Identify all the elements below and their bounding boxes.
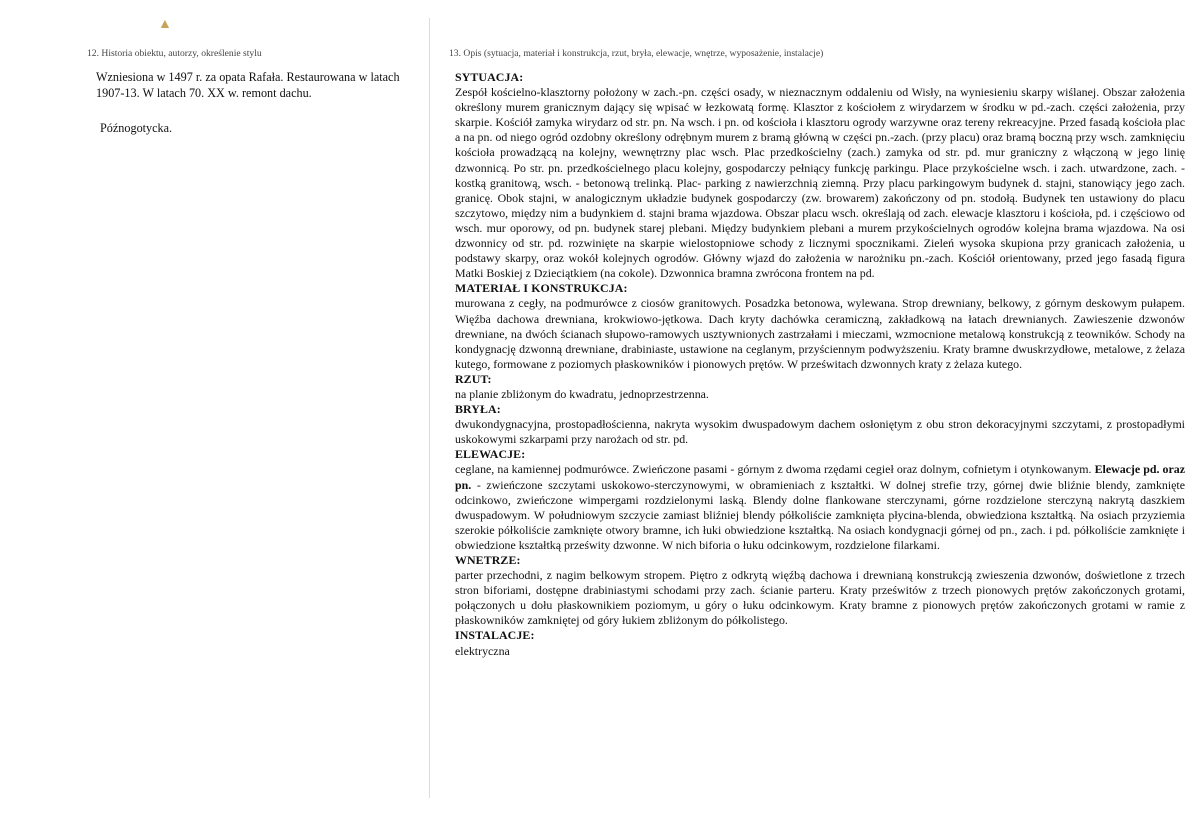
interior-title: WNETRZE: (455, 553, 521, 567)
style-text: Późnogotycka. (100, 121, 173, 135)
elevations-text-b: - zwieńczone szczytami uskokowo-sterczynowymi, w obramieniach z kształtki. W dolnej strefie trzy, górnej dwie bliźnie blendy, zamknięte odcinkowo, zwieńczone wimpergami rozdzielonymi laską. Blendy dolne flankowane sterczynami, górne rozdzielone sterczyną nakrytą daszkiem dwuspadowym. W południowym szczycie zamiast bliźniej blendy półkoliście zamknięta płycina-blenda, obwiedziona kształtką. Na osiach przyziemia szerokie półkoliście zamknięte otwory bramne, ich łuki obwiedzione kształtką. Na osiach kondygnacji górnej od pn., zach. i pd. półkoliście zamknięte i obwiedzione kształtką prześwity dzwonne. W nich biforia o łuku odcinkowym, rozdzielone filarkami. (455, 477, 1185, 552)
description-heading: 13. Opis (sytuacja, materiał i konstrukcja, rzut, bryła, elewacje, wnętrze, wyposażenie, instalacje) (449, 48, 824, 59)
history-text: Wzniesiona w 1497 r. za opata Rafała. Restaurowana w latach 1907-13. W latach 70. XX w. remont dachu. (96, 70, 400, 100)
elevations-bold: Elewacje pd. oraz pn. (455, 462, 1185, 492)
installations-text: elektryczna (455, 643, 510, 658)
mass-title: BRYŁA: (455, 402, 501, 417)
column-divider (429, 18, 430, 798)
flame-mark-icon: ▲ (158, 17, 172, 32)
plan-text: na planie zbliżonym do kwadratu, jednoprzestrzenna. (455, 386, 709, 401)
installations-title: INSTALACJE: (455, 628, 535, 643)
interior-text: parter przechodni, z nagim belkowym stropem. Piętro z odkrytą więźbą dachowa i drewnianą konstrukcją zwieszenia dzwonów, doświetlone z trzech stron biforiami, dostępne drabiniastymi schodami przy zach. ścianie parteru. Kraty prześwitów z trzech pionowych prętów zakończonych grotami, połączonych u dołu płaskownikiem poziomym, u góry o łuku odcinkowym. Kraty bramne z pionowych prętów zakończonych grotami w ramie z płaskowników zamkniętej od góry łukiem zbliżonym do półkolistego. (455, 568, 1185, 628)
plan-title: RZUT: (455, 371, 492, 386)
material-title: MATERIAŁ I KONSTRUKCJA: (455, 281, 628, 296)
material-text: murowana z cegły, na podmurówce z ciosów granitowych. Posadzka betonowa, wylewana. Strop drewniany, belkowy, z górnym deskowym pułapem. Więźba dachowa drewniana, krokwiowo-jętkowa. Dach kryty dachówka ceramiczną, zakładkową na łatach drewnianych. Zawieszenie dzwonów drewniane, na dwóch ścianach słupowo-ramowych usztywnionych zastrzałami i mieczami, wzmocnione metalową konstrukcją z teowników. Schody na kondygnację dzwonną drewniane, drabiniaste, ustawione na ceglanym, przyściennym podwyższeniu. Kraty bramne dwuskrzydłowe, metalowe, z żelaza kutego, formowane z poziomych płaskowników i pionowych prętów. W prześwitach dzwonnych kraty z żelaza kutego. (455, 296, 1185, 371)
description-body (455, 70, 1185, 659)
mass-text: dwukondygnacyjna, prostopadłościenna, nakryta wysokim dwuspadowym dachem osłoniętym z obu stron dekoracyjnymi szczytami, z prostopadłymi uskokowymi szkarpami przy narożach od str. pd. (455, 417, 1185, 447)
elevations-title: ELEWACJE: (455, 447, 526, 462)
history-heading: 12. Historia obiektu, autorzy, określenie stylu (87, 48, 262, 59)
situation-title: SYTUACJA: (455, 70, 524, 84)
situation-text: Zespół kościelno-klasztorny położony w zach.-pn. części osady, w nieznacznym oddaleniu od Wisły, na wyniesieniu skarpy wiślanej. Obszar założenia określony murem granicznym dający się wpisać w łezkowatą formę. Klasztor z kościołem z wirydarzem w środku w pd.-zach. części założenia, przy skarpie. Kościół zamyka wirydarz od str. pn. Na wsch. i pn. od kościoła i klasztoru ogrody warzywne oraz tereny rekreacyjne. Przed fasadą kościoła plac a na pn. od niego ogród ozdobny określony odrębnym murem z bramą główną w części pn.-zach. (przy placu) oraz bramą boczną przy wsch. zamknięciu kościoła prowadzącą na kolejny, wewnętrzny plac wsch. Plac przedkościelny (zach.) zamyka od str. pd. mur graniczny z włączoną w jego linię dzwonnicą. Po str. pn. przedkościelnego placu kolejny, gospodarczy pełniący funkcję parkingu. Place przykościelne wsch. i zach. utwardzone, zach. - kostką granitową, wsch. - betonową trelinką. Plac- parking z nawierzchnią ziemną. Przy placu parkingowym budynek d. stajni, stanowiący jego zach. granicę. Obok stajni, w analogicznym układzie budynek gospodarczy (zw. browarem) zakończony od pn. stodołą. Budynek ten ustawiony do placu szczytowo, między nim a budynkiem d. stajni brama wjazdowa. Obszar placu wsch. określają od zach. elewacje klasztoru i kościoła, pd. i częściowo od wsch. mur oporowy, od pn. budynek starej plebani. Między budynkiem plebani a murem przykościelnych ogrodów kolejna brama wjazdowa. Na osi dzwonnicy od str. pd. rozwinięte na skarpie wielostopniowe schody z licznymi spocznikami. Zieleń wysoka skupiona przy granicach założenia, u podstawy skarpy, oraz wokół kolejnych ogrodów. Główny wjazd do założenia w narożniku pn.-zach. Kościół orientowany, przed jego fasadą figura Matki Boskiej z Dzieciątkiem (na cokole). Dzwonnica bramna zwrócona frontem na pd. (455, 85, 1185, 281)
elevations-text (455, 462, 1185, 553)
elevations-text-a: ceglane, na kamiennej podmurówce. Zwieńczone pasami - górnym z dwoma rzędami cegieł oraz dolnym, cofnietym i otynkowanym. (455, 462, 1092, 477)
